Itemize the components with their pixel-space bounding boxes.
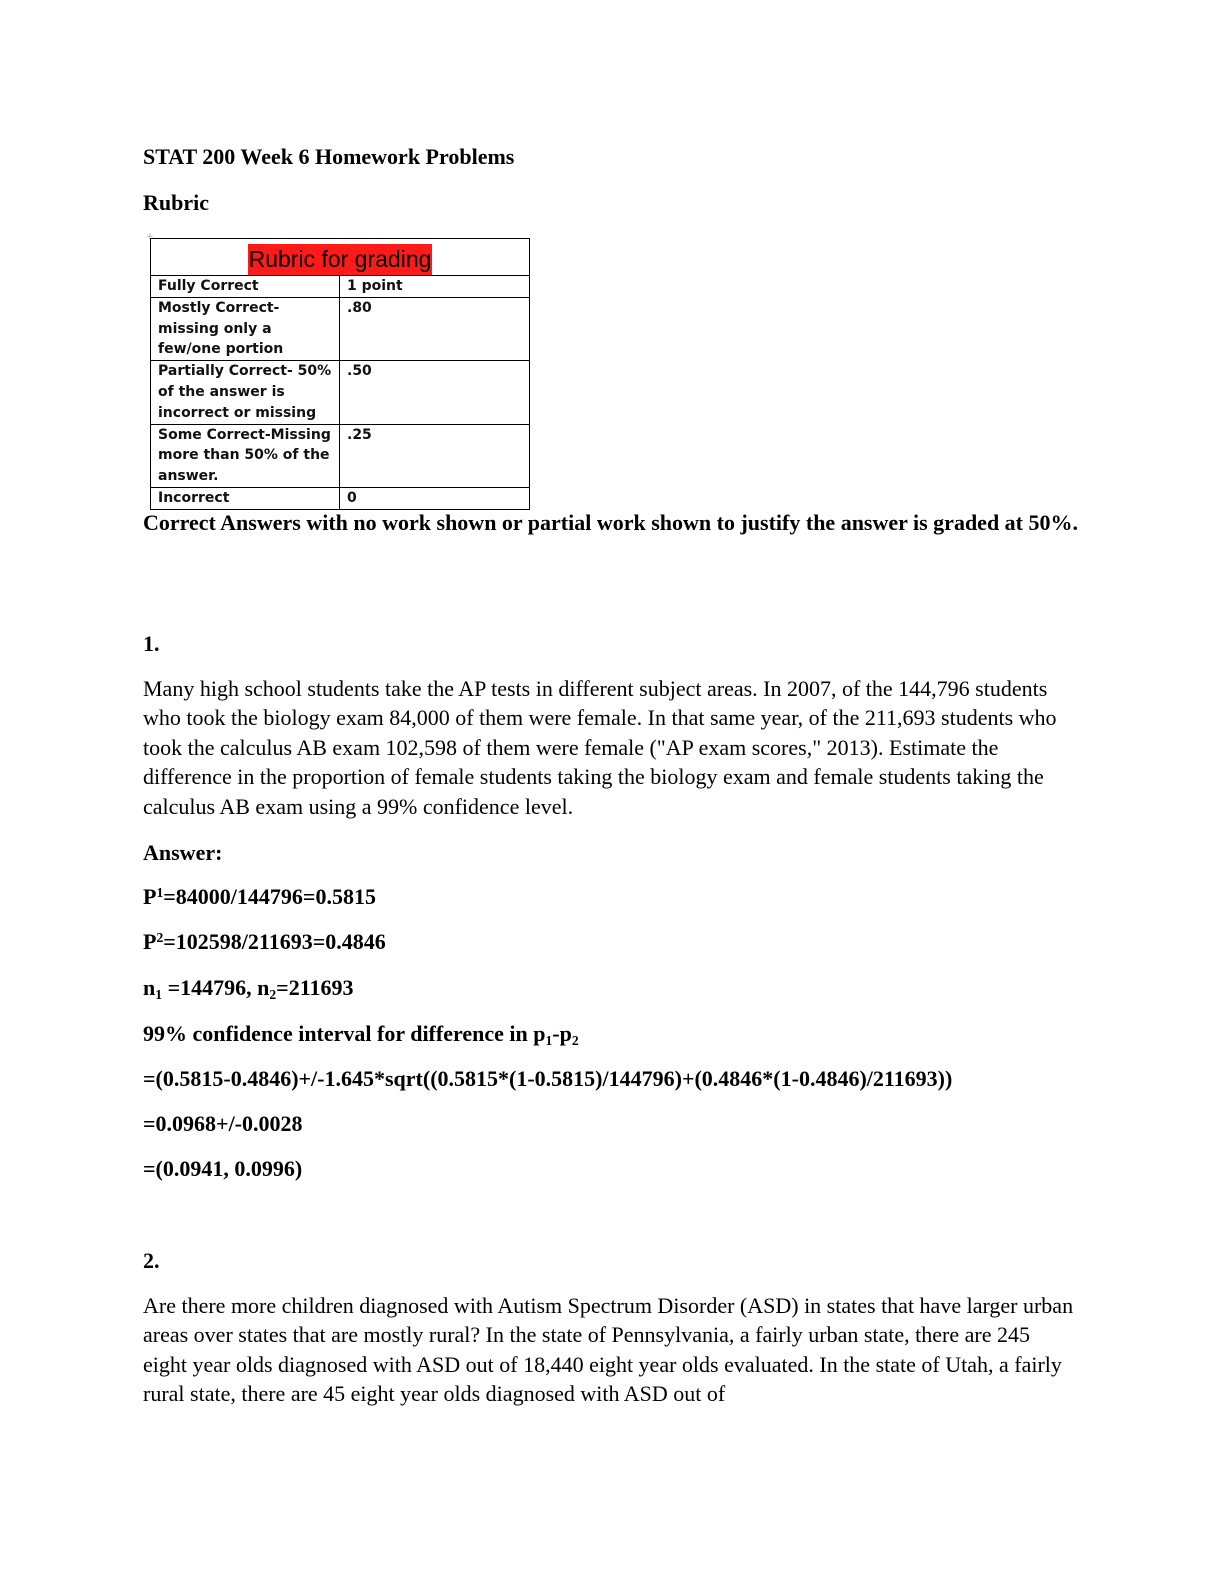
answer-label: Answer: [143, 840, 223, 865]
question-1-text: Many high school students take the AP tests in different subject areas. In 2007, of the 144,796 students who took the biology exam 84,000 of them were female. In that same year, of the 211,693 students who took the calculus AB exam 102,598 of them were female ("AP exam scores," 2013). Estimate the difference in the proportion of female students taking the biology exam and female students taking the calculus AB exam using a 99% confidence level. [143, 676, 1057, 819]
rubric-header [150, 238, 530, 275]
rubric-criterion: Fully Correct [151, 276, 340, 298]
rubric-criterion: Partially Correct- 50% of the answer is incorrect or missing [151, 361, 340, 424]
table-row [151, 487, 530, 509]
ci-label: 99% confidence interval for difference in p [143, 1021, 546, 1046]
p2-symbol: P [143, 929, 157, 954]
rubric-heading: Rubric [143, 190, 209, 215]
p1-superscript: 1 [156, 884, 164, 900]
calc-line-2: =0.0968+/-0.0028 [143, 1111, 303, 1136]
calc-line-1: =(0.5815-0.4846)+/-1.645*sqrt((0.5815*(1-0.5815)/144796)+(0.4846*(1-0.4846)/211693)) [143, 1066, 953, 1091]
anchor-icon: + [146, 232, 154, 242]
ci-label-line [143, 1019, 579, 1048]
n1-subscript: 1 [155, 986, 163, 1002]
rubric-title: Rubric for grading [248, 244, 433, 275]
n1-value: =144796, n [162, 975, 270, 1000]
calc-line-3: =(0.0941, 0.0996) [143, 1156, 303, 1181]
p1-symbol: P [143, 884, 157, 909]
rubric-points: 1 point [340, 276, 530, 298]
p1-value: =84000/144796=0.5815 [163, 884, 376, 909]
rubric-table-image [146, 232, 530, 510]
rubric-criterion: Some Correct-Missing more than 50% of the answer. [151, 424, 340, 487]
question-2-text: Are there more children diagnosed with Autism Spectrum Disorder (ASD) in states that have larger urban areas over states that are mostly rural? In the state of Pennsylvania, a fairly urban state, there are 245 eight year olds diagnosed with ASD out of 18,440 eight year olds evaluated. In the state of Utah, a fairly rural state, there are 45 eight year olds diagnosed with ASD out of [143, 1293, 1074, 1407]
question-2-number: 2. [143, 1248, 160, 1273]
table-row [151, 276, 530, 298]
ci-subscript-1: 1 [545, 1032, 553, 1048]
p2-value: =102598/211693=0.4846 [163, 929, 386, 954]
rubric-points: .25 [340, 424, 530, 487]
rubric-points: 0 [340, 487, 530, 509]
rubric-table [150, 275, 530, 510]
ci-subscript-2: 2 [571, 1032, 579, 1048]
rubric-criterion: Incorrect [151, 487, 340, 509]
sample-sizes-line [143, 973, 353, 1002]
rubric-criterion: Mostly Correct-missing only a few/one portion [151, 297, 340, 360]
document-title: STAT 200 Week 6 Homework Problems [143, 144, 515, 169]
rubric-points: .80 [340, 297, 530, 360]
n1-symbol: n [143, 975, 156, 1000]
p2-line [143, 927, 386, 956]
p1-line [143, 882, 376, 911]
table-row [151, 297, 530, 360]
grading-note: Correct Answers with no work shown or partial work shown to justify the answer is graded at 50%. [143, 510, 1079, 535]
n2-value: =211693 [276, 975, 354, 1000]
table-row [151, 424, 530, 487]
rubric-points: .50 [340, 361, 530, 424]
p2-superscript: 2 [156, 929, 164, 945]
question-1-number: 1. [143, 631, 160, 656]
n2-subscript: 2 [269, 986, 277, 1002]
table-row [151, 361, 530, 424]
ci-dash: -p [552, 1021, 572, 1046]
